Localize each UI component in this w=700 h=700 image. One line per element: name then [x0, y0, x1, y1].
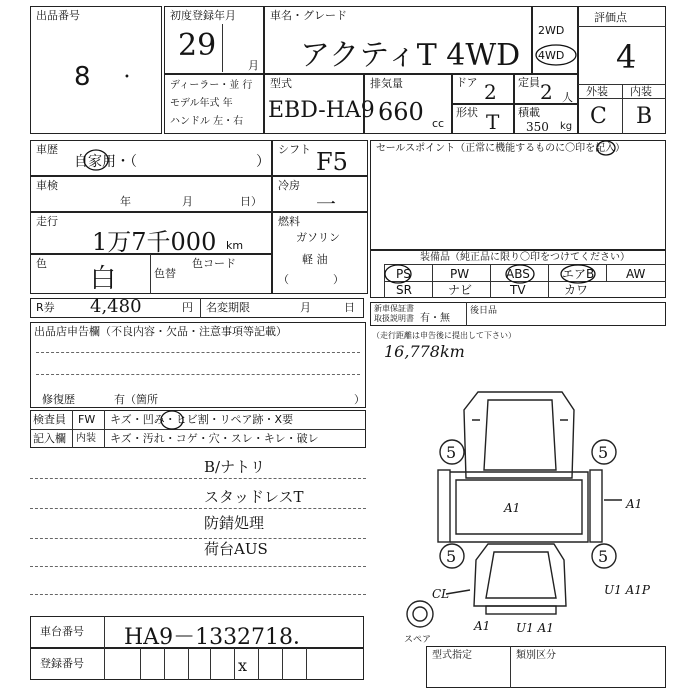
name-change-month: 月 [300, 301, 311, 314]
inspector-row1: キズ・凹み・ヒビ割・リペア跡・X要 [110, 413, 294, 426]
cl-damage: CL [432, 587, 450, 601]
tire-rr-grade: 5 [598, 547, 609, 566]
report-label: 出品店申告欄（不良内容・欠品・注意事項等記載） [34, 325, 287, 338]
repair-value: 有（箇所 [114, 393, 158, 406]
grade-int-label: 内装 [630, 85, 652, 98]
repair-label: 修復歴 [42, 393, 75, 406]
note-3: 防錆処理 [204, 514, 265, 532]
door-label: ドア [456, 76, 478, 89]
shape-value: T [486, 110, 500, 134]
model-value: EBD-HA9 [268, 98, 375, 123]
recycle-value: 4,480 [90, 296, 142, 317]
note-1: B/ナトリ [204, 458, 266, 476]
tire-rl-grade: 5 [446, 547, 457, 566]
lot-number-label: 出品番号 [36, 9, 80, 22]
mileage-unit: km [226, 239, 244, 252]
inspection-day: 日） [240, 195, 262, 208]
color-code: 色コード [192, 257, 236, 270]
registration-label: 初度登録年月 [170, 9, 236, 22]
bc-damage: U1 A1 [516, 621, 554, 635]
equipment-sr: SR [396, 283, 412, 297]
right-damage: A1 [626, 497, 643, 511]
name-change-day: 日 [344, 301, 355, 314]
mileage-value: 1万7千000 [92, 228, 217, 256]
color-label: 色 [36, 257, 47, 270]
usage-value: 自家用・（ [74, 154, 137, 170]
plate-label: 登録番号 [40, 657, 84, 670]
color-change: 色替 [154, 267, 176, 280]
load-label: 積載 [518, 106, 540, 119]
repair-close: ） [354, 393, 365, 406]
shape-label: 形状 [456, 106, 478, 119]
model-label: 型式 [270, 77, 292, 90]
tire-fl-grade: 5 [446, 443, 457, 462]
warranty-label: 新車保証書 [374, 304, 414, 313]
warranty-value: 有・無 [420, 313, 450, 324]
note-2: スタッドレスT [204, 488, 304, 506]
inspector-row2: キズ・汚れ・コゲ・穴・スレ・キレ・破レ [110, 432, 319, 445]
usage-label: 車歴 [36, 143, 58, 156]
fuel-label: 燃料 [278, 215, 300, 228]
grade-label: 評価点 [594, 11, 627, 24]
inspection-label: 車検 [36, 179, 58, 192]
cooler-label: 冷房 [278, 179, 300, 192]
inspector-entry-label: 記入欄 [33, 432, 66, 445]
dealer-row1: ディーラー・並 行 [170, 80, 253, 91]
equipment-navi: ナビ [448, 283, 473, 297]
mileage-label: 走行 [36, 215, 58, 228]
class-label: 類別区分 [516, 650, 556, 661]
equipment-ps: PS [396, 267, 411, 281]
sales-point-label: セールスポイント（正常に機能するものに〇印を記入） [376, 143, 626, 154]
seats-value: 2 [540, 80, 553, 104]
bl-damage: A1 [474, 619, 491, 633]
name-change-label: 名変期限 [206, 301, 250, 314]
registration-unit: 月 [248, 59, 259, 72]
recycle-unit: 円 [182, 301, 193, 314]
equipment-airbag: エアB [562, 267, 595, 281]
color-value: 白 [90, 264, 117, 294]
manual-label: 取扱説明書 [374, 314, 414, 323]
grade-int-value: B [636, 104, 653, 129]
seats-label: 定員 [518, 76, 540, 89]
plate-mark: x [238, 656, 248, 675]
equipment-aw: AW [626, 267, 646, 281]
displacement-unit: cc [432, 117, 445, 130]
note-4: 荷台AUS [204, 540, 268, 558]
fuel-paren: （ ） [278, 273, 344, 286]
rear-damage: U1 A1P [604, 583, 650, 597]
tire-fr-grade: 5 [598, 443, 609, 462]
cooler-value: 一 [316, 192, 336, 216]
shift-label: シフト [278, 143, 311, 156]
fuel-value: ガソリン [296, 231, 340, 244]
registration-value: 29 [178, 28, 217, 63]
drive-4wd: 4WD [538, 49, 565, 62]
inspection-month: 月 [182, 195, 193, 208]
load-unit: kg [560, 121, 573, 132]
equipment-tv: TV [510, 283, 526, 297]
drive-2wd: 2WD [538, 24, 565, 37]
grade-value: 4 [616, 38, 637, 76]
door-value: 2 [484, 80, 497, 104]
report-note: （走行距離は申告後に提出して下さい） [372, 331, 516, 340]
equipment-abs: ABS [506, 267, 530, 281]
inspector-naiso: 内装 [76, 433, 96, 444]
recycle-label: R券 [36, 301, 55, 314]
seal-label: 後日品 [470, 306, 498, 316]
inspector-label: 検査員 [33, 413, 66, 426]
spare-label: スペア [404, 635, 432, 645]
equipment-leather: カワ [564, 283, 589, 297]
chassis-label: 車台番号 [40, 625, 84, 638]
inspector-fw: FW [78, 413, 96, 426]
equipment-label: 装備品（純正品に限り〇印をつけてください） [420, 252, 630, 263]
lot-number-value: 8 [74, 62, 91, 92]
grade-ext-label: 外装 [586, 85, 608, 98]
car-name-value: アクティT 4WD [300, 38, 521, 73]
fuel-sub: 軽 油 [302, 253, 328, 266]
displacement-value: 660 [378, 98, 424, 126]
type-spec-label: 型式指定 [432, 650, 472, 661]
grade-ext-value: C [590, 104, 607, 129]
body-damage: A1 [504, 501, 521, 515]
dot-mark: • [124, 72, 130, 83]
seats-unit: 人 [562, 91, 573, 104]
car-name-label: 車名・グレード [270, 9, 347, 22]
displacement-label: 排気量 [370, 77, 403, 90]
shift-value: F5 [316, 148, 348, 176]
chassis-value: HA9－1332718． [124, 625, 316, 650]
dealer-row3: ハンドル 左・右 [170, 116, 244, 127]
load-value: 350 [526, 120, 549, 134]
equipment-pw: PW [450, 267, 470, 281]
usage-close: ） [256, 154, 270, 170]
report-odo: 16,778km [384, 342, 465, 361]
dealer-row2: モデル年式 年 [170, 98, 233, 109]
inspection-year: 年 [120, 195, 131, 208]
